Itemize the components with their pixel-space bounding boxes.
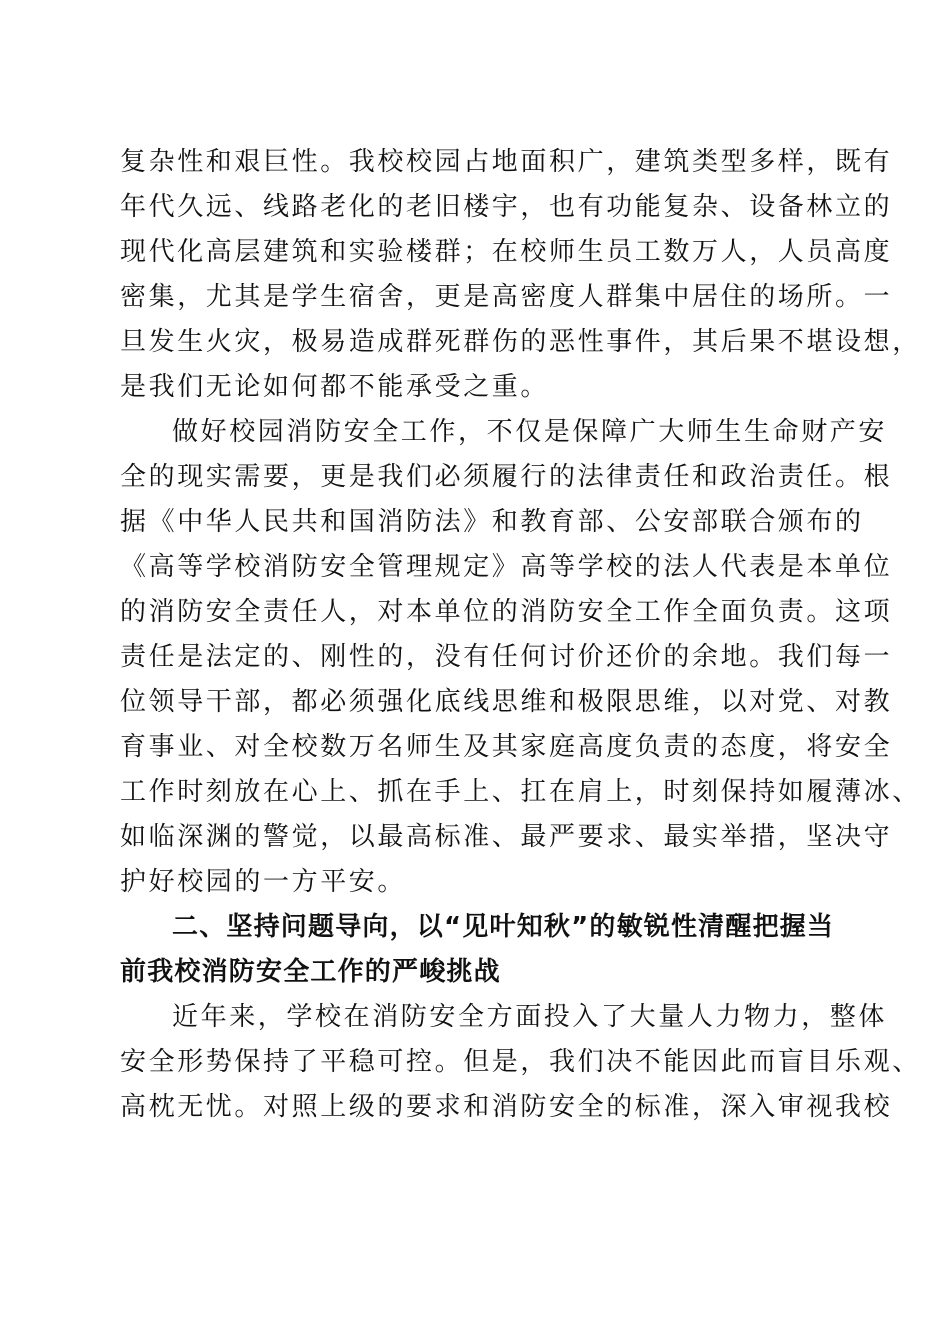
body-text-line: 复杂性和艰巨性。我校校园占地面积广，建筑类型多样，既有 bbox=[120, 147, 893, 177]
body-text-line: 育事业、对全校数万名师生及其家庭高度负责的态度，将安全 bbox=[120, 732, 893, 762]
body-text-line: 安全形势保持了平稳可控。但是，我们决不能因此而盲目乐观、 bbox=[120, 1047, 921, 1077]
section-heading: 前我校消防安全工作的严峻挑战 bbox=[120, 957, 501, 987]
body-text-line: 近年来，学校在消防安全方面投入了大量人力物力，整体 bbox=[172, 1002, 888, 1032]
body-text-line: 是我们无论如何都不能承受之重。 bbox=[120, 372, 550, 402]
body-text-line: 年代久远、线路老化的老旧楼宇，也有功能复杂、设备林立的 bbox=[120, 192, 893, 222]
section-heading: 二、坚持问题导向，以“见叶知秋”的敏锐性清醒把握当 bbox=[172, 912, 835, 942]
body-text-line: 的消防安全责任人，对本单位的消防安全工作全面负责。这项 bbox=[120, 597, 893, 627]
body-text-line: 现代化高层建筑和实验楼群；在校师生员工数万人，人员高度 bbox=[120, 237, 893, 267]
body-text-line: 据《中华人民共和国消防法》和教育部、公安部联合颁布的 bbox=[120, 507, 864, 537]
body-text-line: 旦发生火灾，极易造成群死群伤的恶性事件，其后果不堪设想， bbox=[120, 327, 921, 357]
body-text-line: 责任是法定的、刚性的，没有任何讨价还价的余地。我们每一 bbox=[120, 642, 893, 672]
body-text-line: 密集，尤其是学生宿舍，更是高密度人群集中居住的场所。一 bbox=[120, 282, 893, 312]
body-text-line: 高枕无忧。对照上级的要求和消防安全的标准，深入审视我校 bbox=[120, 1092, 893, 1122]
body-text-line: 如临深渊的警觉，以最高标准、最严要求、最实举措，坚决守 bbox=[120, 822, 893, 852]
body-text-line: 《高等学校消防安全管理规定》高等学校的法人代表是本单位 bbox=[120, 552, 893, 582]
body-text-line: 护好校园的一方平安。 bbox=[120, 867, 407, 897]
body-text-line: 全的现实需要，更是我们必须履行的法律责任和政治责任。根 bbox=[120, 462, 893, 492]
body-text-line: 工作时刻放在心上、抓在手上、扛在肩上，时刻保持如履薄冰、 bbox=[120, 777, 921, 807]
body-text-line: 位领导干部，都必须强化底线思维和极限思维，以对党、对教 bbox=[120, 687, 893, 717]
body-text-line: 做好校园消防安全工作，不仅是保障广大师生生命财产安 bbox=[172, 417, 888, 447]
